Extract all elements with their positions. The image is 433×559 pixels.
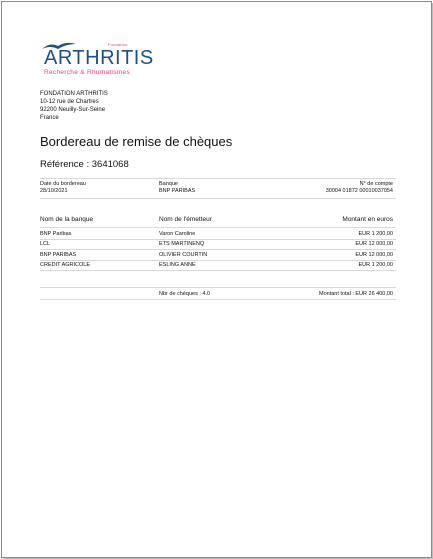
table-cell-issuer: OLIVIER COURTIN bbox=[159, 252, 208, 258]
meta-account-label: N° de compte bbox=[359, 181, 393, 187]
table-cell-amount: EUR 12 000,00 bbox=[355, 241, 393, 247]
logo-fondation: Fondation bbox=[108, 42, 128, 47]
meta-bank-label: Banque bbox=[159, 181, 178, 187]
table-cell-bank: BNP PARIBAS bbox=[40, 252, 77, 258]
logo bbox=[40, 40, 154, 80]
divider bbox=[40, 270, 396, 271]
meta-account bbox=[326, 181, 393, 195]
table-cell-amount: EUR 1 200,00 bbox=[358, 262, 393, 268]
meta-date-label: Date du bordereau bbox=[40, 181, 86, 187]
document-title: Bordereau de remise de chèques bbox=[40, 134, 233, 149]
meta-account-value: 30004 01872 00010037054 bbox=[325, 188, 393, 194]
table-cell-bank: BNP Paribas bbox=[40, 231, 72, 237]
logo-tagline: Recherche & Rhumatismes bbox=[44, 69, 131, 76]
table-cell-issuer: Varon Caroline bbox=[159, 231, 196, 237]
meta-bank bbox=[159, 181, 195, 195]
divider bbox=[40, 198, 396, 199]
meta-date-value: 28/10/2021 bbox=[40, 188, 68, 194]
table-cell-amount: EUR 12 000,00 bbox=[355, 252, 393, 258]
address-street: 10-12 rue de Chartres bbox=[40, 99, 99, 105]
total-amount: Montant total : EUR 26 400,00 bbox=[319, 291, 393, 297]
divider bbox=[40, 239, 396, 240]
divider bbox=[40, 227, 396, 228]
table-cell-issuer: ESLING ANNE bbox=[159, 262, 196, 268]
document-page bbox=[1, 1, 432, 558]
logo-brand: ARTHRITIS bbox=[44, 47, 154, 69]
divider bbox=[40, 299, 396, 300]
address-city: 92200 Neuilly-Sur-Seine bbox=[40, 107, 106, 113]
divider bbox=[40, 249, 396, 250]
meta-date bbox=[40, 181, 86, 195]
table-cell-bank: LCL bbox=[40, 241, 51, 247]
table-cell-bank: CREDIT AGRICOLE bbox=[40, 262, 91, 268]
table-cell-amount: EUR 1 200,00 bbox=[358, 231, 393, 237]
divider bbox=[40, 260, 396, 261]
address-country: France bbox=[40, 115, 59, 121]
meta-bank-value: BNP PARIBAS bbox=[159, 188, 196, 194]
divider bbox=[40, 287, 396, 288]
cheque-count: Nbr de chèques : 4.0 bbox=[159, 291, 211, 297]
column-header-amount: Montant en euros bbox=[342, 216, 393, 223]
address-block bbox=[40, 90, 108, 122]
divider bbox=[40, 178, 396, 179]
column-header-bank: Nom de la banque bbox=[40, 216, 94, 223]
column-header-issuer: Nom de l'émetteur bbox=[159, 216, 212, 223]
address-name: FONDATION ARTHRITIS bbox=[40, 91, 108, 97]
table-cell-issuer: ETS MARTINENQ bbox=[159, 241, 205, 247]
reference: Référence : 3641068 bbox=[40, 159, 129, 170]
